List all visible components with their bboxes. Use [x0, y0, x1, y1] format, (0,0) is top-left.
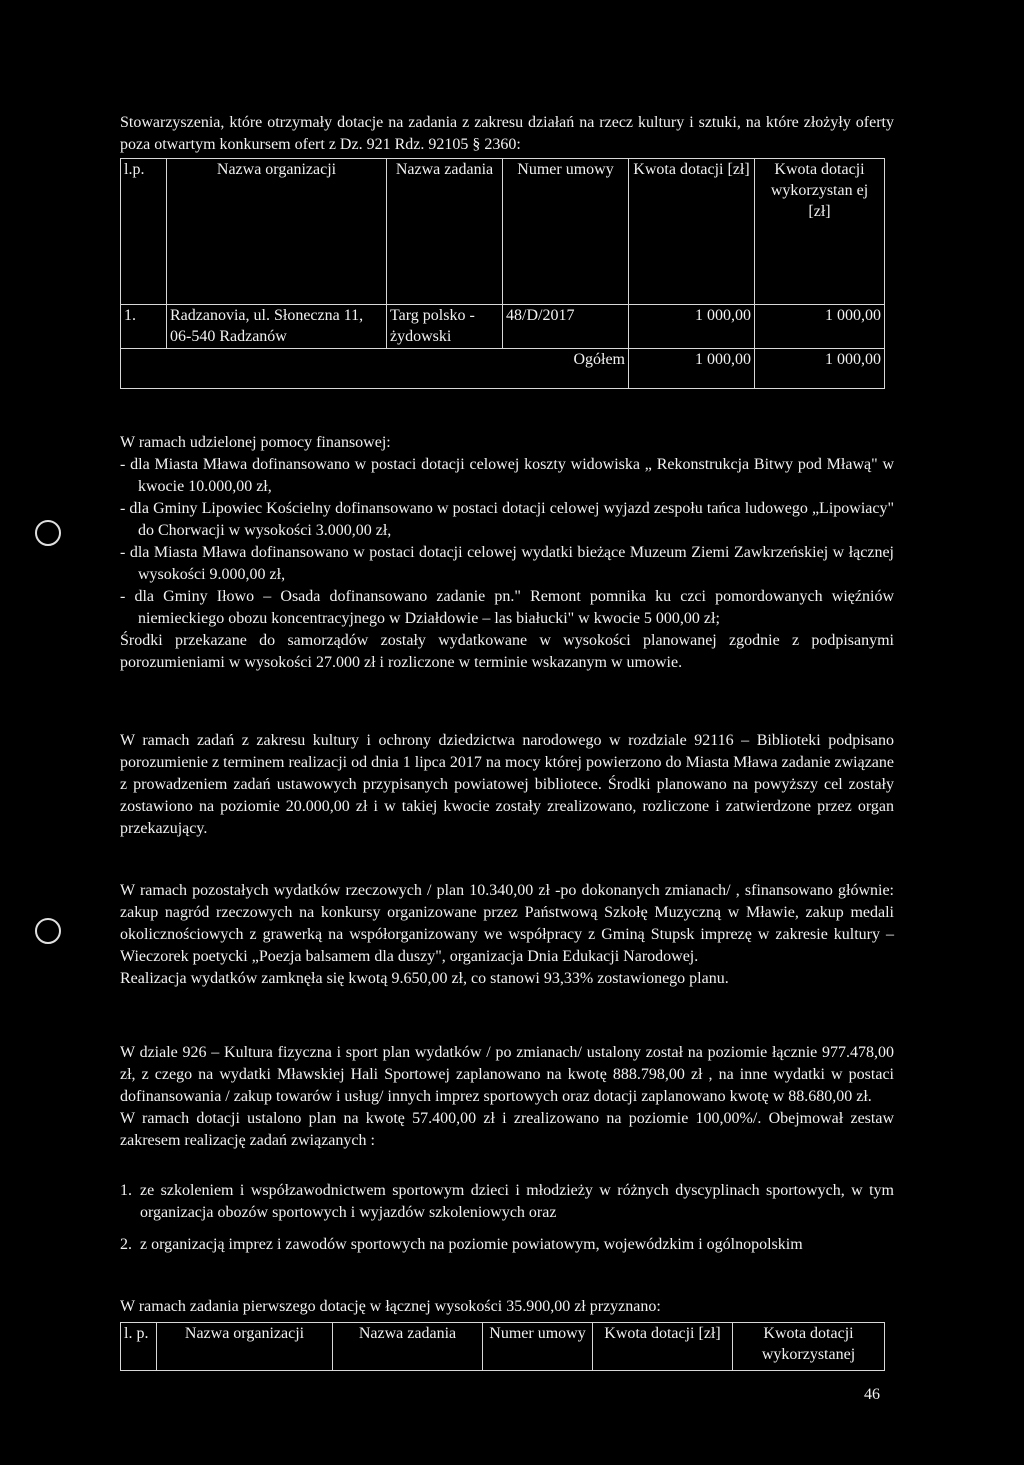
header-cell: Numer umowy	[503, 159, 629, 305]
numbered-list	[120, 1180, 894, 1266]
total-row	[121, 349, 885, 389]
header-cell: l. p.	[121, 1323, 157, 1371]
cell-organization: Radzanovia, ul. Słoneczna 11, 06-540 Radzanów	[167, 305, 387, 349]
header-cell: Nazwa organizacji	[167, 159, 387, 305]
list-text: z organizacją imprez i zawodów sportowych na poziomie powiatowym, wojewódzkim i ogólnopolskim	[140, 1236, 803, 1253]
page-number: 46	[864, 1386, 880, 1403]
table-header-row	[121, 1323, 885, 1371]
second-task-intro	[120, 1296, 894, 1318]
grants-table	[120, 158, 885, 389]
table-row	[121, 305, 885, 349]
total-label: Ogółem	[121, 349, 629, 389]
list-item	[120, 1234, 894, 1256]
second-task-text: W ramach zadania pierwszego dotację w łącznej wysokości 35.900,00 zł przyznano:	[120, 1298, 661, 1315]
grant-item: - dla Gminy Iłowo – Osada dofinansowano zadanie pn." Remont pomnika ku czci pomordowanych więźniów niemieckiego obozu koncentracyjnego w Działdowie – las białucki" w kwocie 5 000,00 zł;	[120, 588, 894, 627]
grants-heading: W ramach udzielonej pomocy finansowej:	[120, 434, 391, 451]
grants-section	[120, 432, 894, 674]
punch-hole-icon	[35, 520, 61, 546]
expenses-paragraph	[120, 880, 894, 990]
cell-contract: 48/D/2017	[503, 305, 629, 349]
header-cell: Kwota dotacji wykorzystanej	[733, 1323, 885, 1371]
sport-text: W dziale 926 – Kultura fizyczna i sport plan wydatków / po zmianach/ ustalony został na poziomie łącznie 977.478,00 zł, z czego na wydatki Mławskiej Hali Sportowej zaplanowano na kwotę 888.798,00 zł , na inne wydatki w postaci dofinansowania / zakup towarów i usług/ innych imprez sportowych oraz dotacji zaplanowano kwotę w 88.680,00 zł.	[120, 1044, 894, 1105]
list-number: 2.	[120, 1236, 132, 1253]
header-cell: Nazwa zadania	[333, 1323, 483, 1371]
header-cell: Kwota dotacji [zł]	[629, 159, 755, 305]
cell-granted: 1 000,00	[629, 305, 755, 349]
table-header-row	[121, 159, 885, 305]
cell-task: Targ polsko - żydowski	[387, 305, 503, 349]
grant-item: - dla Miasta Mława dofinansowano w postaci dotacji celowej koszty widowiska „ Rekonstrukcja Bitwy pod Mławą" w kwocie 10.000,00 zł,	[120, 456, 894, 495]
intro-text: Stowarzyszenia, które otrzymały dotacje na zadania z zakresu działań na rzecz kultury i sztuki, na które złożyły oferty poza otwartym konkursem ofert z Dz. 921 Rdz. 92105 § 2360:	[120, 114, 894, 153]
cell-used: 1 000,00	[755, 305, 885, 349]
punch-hole-icon	[35, 918, 61, 944]
cell-lp: 1.	[121, 305, 167, 349]
expenses-text: W ramach pozostałych wydatków rzeczowych / plan 10.340,00 zł -po dokonanych zmianach/ , sfinansowano głównie: zakup nagród rzeczowych na konkursy organizowane przez Państwową Szkołę Muzyczną w Mławie, zakup medali okolicznościowych z grawerką na współorganizowany we współpracy z Gminą Stupsk imprezę w zakresie kultury – Wieczorek poetycki „Poezja balsamem dla duszy", organizacja Dnia Edukacji Narodowej.	[120, 882, 894, 965]
grant-item: - dla Gminy Lipowiec Kościelny dofinansowano w postaci dotacji celowej wyjazd zespołu tańca ludowego „Lipowiacy" do Chorwacji w wysokości 3.000,00 zł,	[120, 500, 894, 539]
header-cell: Kwota dotacji wykorzystan ej [zł]	[755, 159, 885, 305]
header-cell: Kwota dotacji [zł]	[593, 1323, 733, 1371]
header-cell: Numer umowy	[483, 1323, 593, 1371]
header-cell: Nazwa zadania	[387, 159, 503, 305]
header-cell: Nazwa organizacji	[157, 1323, 333, 1371]
library-paragraph	[120, 730, 894, 840]
sport-paragraph	[120, 1042, 894, 1152]
total-used: 1 000,00	[755, 349, 885, 389]
library-text: W ramach zadań z zakresu kultury i ochrony dziedzictwa narodowego w rozdziale 92116 – Biblioteki podpisano porozumienie z terminem realizacji od dnia 1 lipca 2017 na mocy której powierzono do Miasta Mława zadanie związane z prowadzeniem zadań ustawowych przypisanych powiatowej bibliotece. Środki planowano na powyższy cel zostały zostawiono na poziomie 20.000,00 zł i w takiej kwocie zostały zrealizowano, rozliczone i zatwierdzone przez organ przekazujący.	[120, 732, 894, 837]
grant-item: - dla Miasta Mława dofinansowano w postaci dotacji celowej wydatki bieżące Muzeum Ziemi Zawkrzeńskiej w łącznej wysokości 9.000,00 zł,	[120, 544, 894, 583]
total-granted: 1 000,00	[629, 349, 755, 389]
list-text: ze szkoleniem i współzawodnictwem sportowym dzieci i młodzieży w różnych dyscyplinach sportowych, w tym organizacja obozów sportowych i wyjazdów szkoleniowych oraz	[140, 1182, 894, 1221]
expenses-summary: Realizacja wydatków zamknęła się kwotą 9.650,00 zł, co stanowi 93,33% zostawionego planu.	[120, 970, 729, 987]
intro-paragraph	[120, 112, 894, 156]
list-number: 1.	[120, 1182, 132, 1199]
list-item	[120, 1180, 894, 1224]
sport-text-2: W ramach dotacji ustalono plan na kwotę 57.400,00 zł i zrealizowano na poziomie 100,00%/. Obejmował zestaw zakresem realizację zadań związanych :	[120, 1110, 894, 1149]
header-cell: l.p.	[121, 159, 167, 305]
second-grants-table	[120, 1322, 885, 1371]
grants-summary: Środki przekazane do samorządów zostały wydatkowane w wysokości planowanej zgodnie z podpisanymi porozumieniami w wysokości 27.000 zł i rozliczone w terminie wskazanym w umowie.	[120, 632, 894, 671]
